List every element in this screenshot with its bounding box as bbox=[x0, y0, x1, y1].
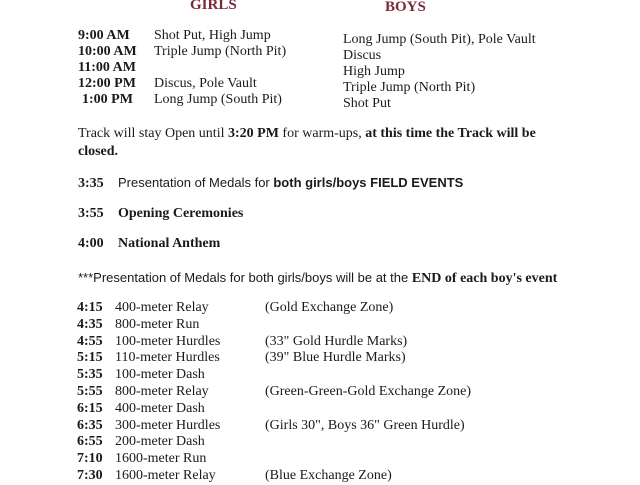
track-open-text: Track will stay Open until bbox=[78, 126, 228, 141]
track-row bbox=[77, 418, 471, 435]
track-note: (Blue Exchange Zone) bbox=[265, 467, 392, 483]
track-row bbox=[77, 300, 471, 317]
track-row bbox=[77, 367, 471, 384]
track-note: (Green-Green-Gold Exchange Zone) bbox=[265, 383, 472, 399]
track-time: 5:15 bbox=[77, 350, 103, 366]
medals-note bbox=[78, 270, 557, 287]
track-row bbox=[77, 401, 471, 418]
girls-header: GIRLS bbox=[190, 0, 237, 13]
opening-label: Opening Ceremonies bbox=[118, 206, 244, 221]
track-time: 7:10 bbox=[77, 451, 103, 467]
girls-event: Long Jump (South Pit) bbox=[154, 92, 282, 107]
track-event: 400-meter Dash bbox=[115, 400, 205, 416]
track-open-time: 3:20 PM bbox=[227, 126, 279, 141]
track-time: 4:55 bbox=[77, 333, 103, 349]
girls-event: Shot Put, High Jump bbox=[154, 28, 271, 43]
track-row bbox=[77, 384, 471, 401]
track-time: 4:35 bbox=[77, 316, 103, 332]
track-time: 6:15 bbox=[77, 400, 103, 416]
track-closed-text: at this time the Track will be closed. bbox=[78, 126, 536, 159]
track-row bbox=[77, 334, 471, 351]
track-time: 6:55 bbox=[77, 434, 103, 450]
track-event: 400-meter Relay bbox=[115, 300, 209, 315]
track-event: 100-meter Hurdles bbox=[115, 333, 221, 349]
boys-event: Triple Jump (North Pit) bbox=[343, 80, 476, 95]
medals-note-bold: END of each boy's event bbox=[411, 271, 558, 286]
track-time: 7:30 bbox=[77, 467, 103, 483]
field-time: 9:00 AM bbox=[78, 28, 130, 43]
track-time: 6:35 bbox=[77, 417, 103, 433]
track-event: 1600-meter Run bbox=[115, 451, 207, 467]
girls-field-events bbox=[154, 28, 286, 108]
track-event: 800-meter Relay bbox=[115, 383, 209, 399]
track-event: 1600-meter Relay bbox=[115, 467, 216, 483]
medals-field-bold: both girls/boys FIELD EVENTS bbox=[273, 175, 464, 190]
medals-field-time: 3:35 bbox=[78, 176, 104, 191]
opening-line bbox=[78, 206, 243, 222]
track-time: 4:15 bbox=[77, 300, 103, 315]
girls-event: Discus, Pole Vault bbox=[154, 76, 257, 91]
girls-event: Triple Jump (North Pit) bbox=[154, 44, 287, 59]
track-schedule bbox=[77, 300, 471, 485]
boys-event: Long Jump (South Pit), Pole Vault bbox=[343, 32, 536, 47]
track-event: 110-meter Hurdles bbox=[115, 350, 220, 366]
track-note: (39" Blue Hurdle Marks) bbox=[265, 350, 406, 366]
track-open-note bbox=[78, 125, 558, 161]
track-row bbox=[77, 468, 471, 485]
track-time: 5:55 bbox=[77, 383, 103, 399]
track-row bbox=[77, 451, 471, 468]
track-event: 800-meter Run bbox=[115, 316, 200, 332]
track-row bbox=[77, 317, 471, 334]
field-time: 12:00 PM bbox=[78, 76, 136, 91]
medals-field-line bbox=[78, 175, 463, 192]
track-note: (33" Gold Hurdle Marks) bbox=[265, 333, 408, 349]
anthem-time: 4:00 bbox=[78, 236, 104, 251]
field-times bbox=[78, 28, 137, 108]
anthem-label: National Anthem bbox=[118, 236, 221, 251]
track-note: (Gold Exchange Zone) bbox=[265, 300, 394, 315]
track-row bbox=[77, 434, 471, 451]
track-event: 200-meter Dash bbox=[115, 434, 205, 450]
track-time: 5:35 bbox=[77, 367, 103, 383]
field-time: 11:00 AM bbox=[78, 60, 136, 75]
opening-time: 3:55 bbox=[78, 206, 104, 221]
anthem-line bbox=[78, 236, 220, 252]
field-time: 10:00 AM bbox=[78, 44, 137, 59]
boys-event: High Jump bbox=[343, 64, 405, 79]
boys-field-events bbox=[343, 32, 536, 112]
medals-note-text: ***Presentation of Medals for both girls/boys will be at the bbox=[78, 270, 412, 285]
boys-event: Discus bbox=[343, 48, 382, 63]
girls-event bbox=[154, 60, 286, 76]
medals-field-text: Presentation of Medals for bbox=[118, 175, 274, 190]
track-event: 100-meter Dash bbox=[115, 367, 205, 383]
track-note: (Girls 30", Boys 36" Green Hurdle) bbox=[265, 417, 465, 433]
field-time: 1:00 PM bbox=[82, 92, 133, 107]
boys-event: Shot Put bbox=[343, 96, 391, 111]
track-row bbox=[77, 350, 471, 367]
track-event: 300-meter Hurdles bbox=[115, 417, 221, 433]
track-open-text-2: for warm-ups, bbox=[278, 126, 366, 141]
boys-header: BOYS bbox=[385, 0, 426, 15]
